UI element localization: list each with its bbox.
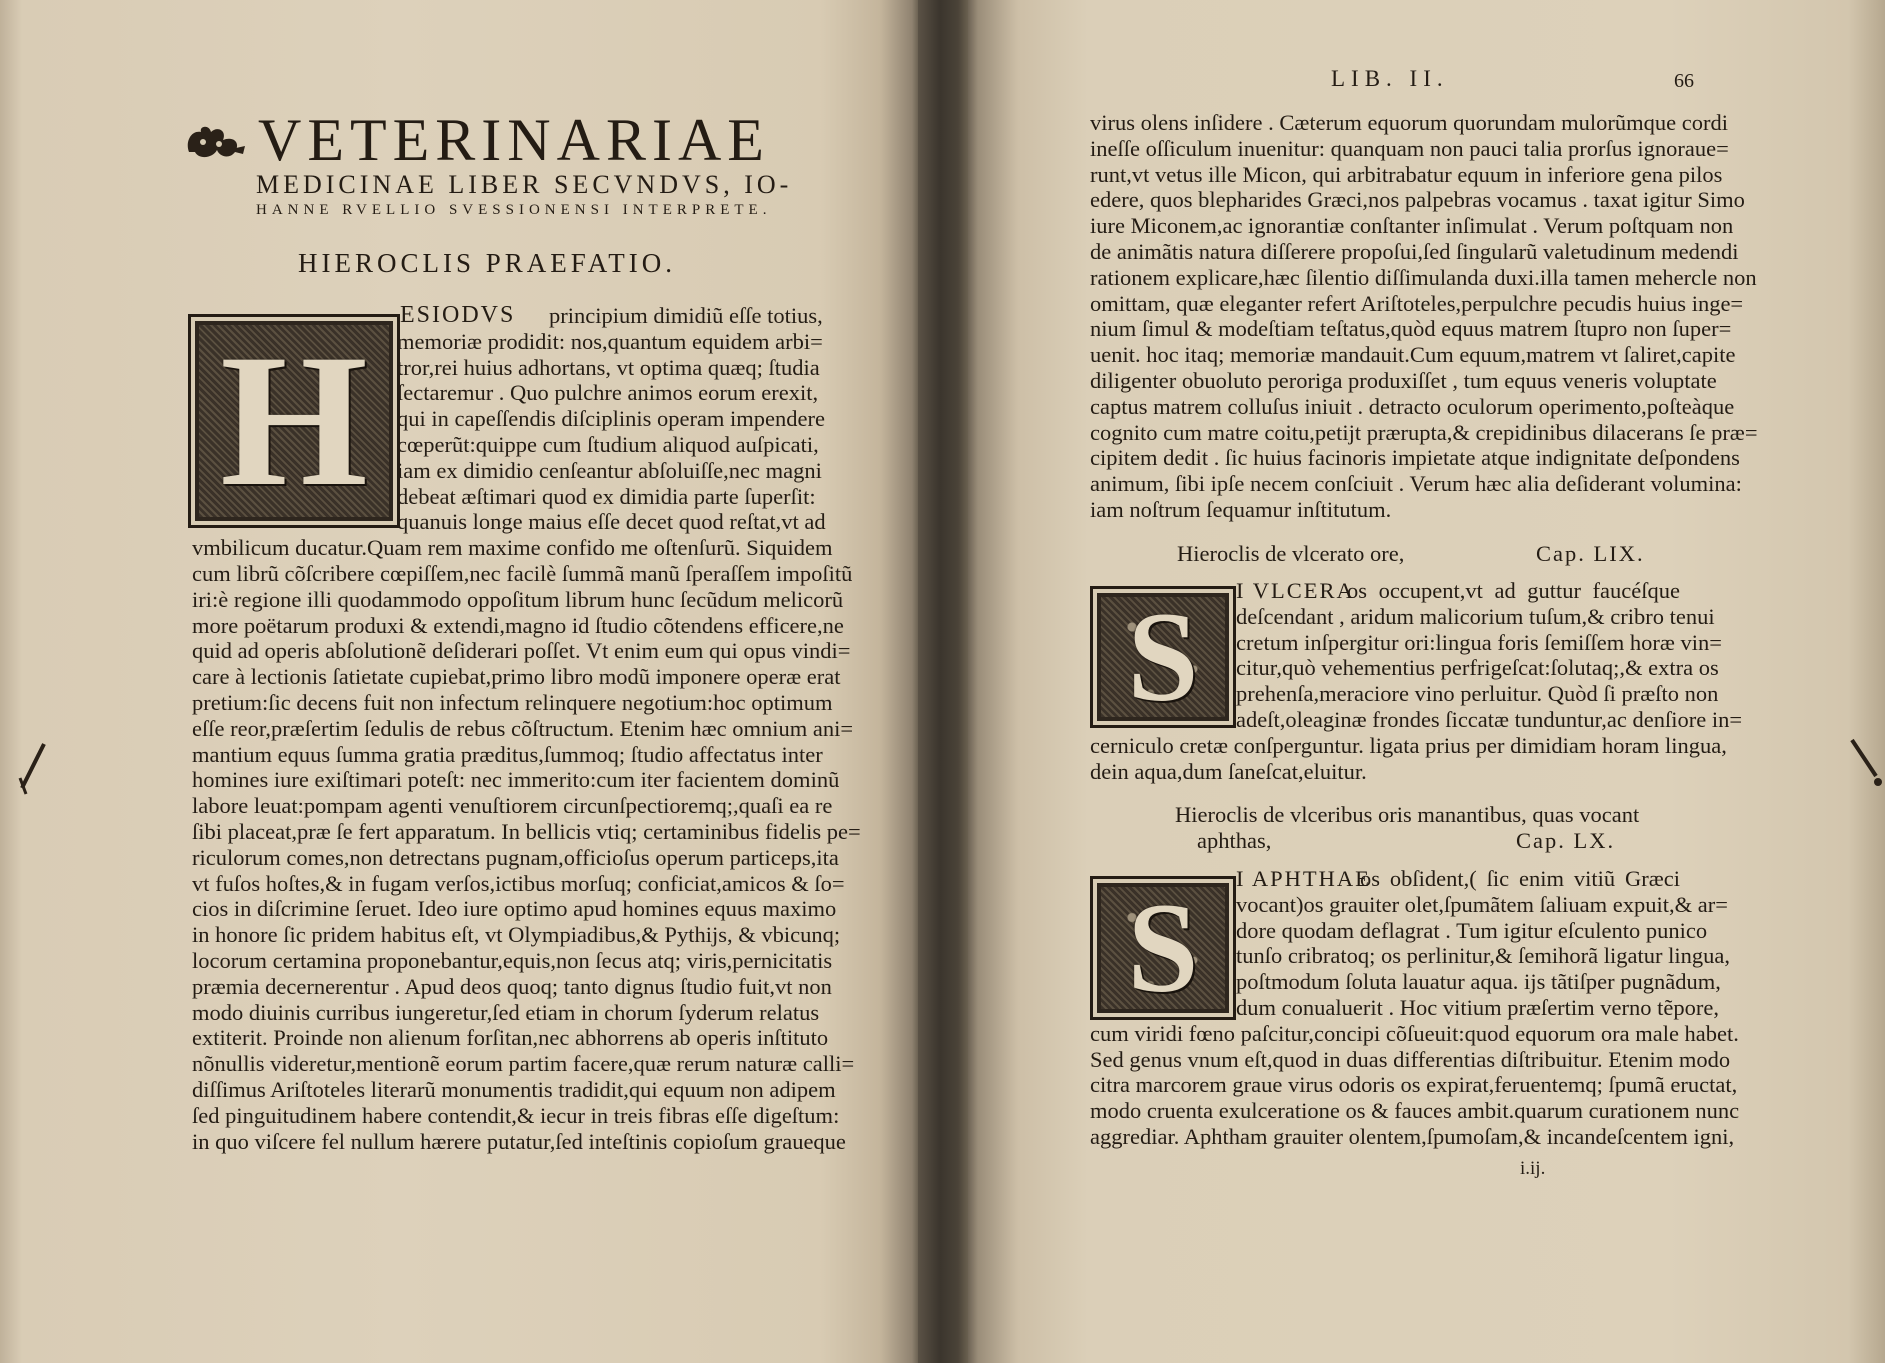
text-line: poſtmodum ſoluta lauatur aqua. ijs tãtiſper pugnãdum, xyxy=(1236,969,1721,995)
text-line: mantium equus ſumma gratia præditus,ſummoq; ſtudio affectatus inter xyxy=(192,741,823,767)
text-line: uenit. hoc itaq; memoriæ mandauit.Cum equum,matrem vt ſaliret,capite xyxy=(1090,342,1736,368)
margin-mark-right xyxy=(1848,736,1884,796)
text-line: de animãtis natura diſſerere propoſui,ſed ſingularũ valetudinum medendi xyxy=(1090,238,1739,264)
praefatio-heading: HIEROCLIS PRAEFATIO. xyxy=(298,248,677,278)
first-line-lead: ESIODVS xyxy=(400,302,516,328)
chapter-59-lead: I VLCERA xyxy=(1236,578,1355,603)
text-line: cognito cum matre coitu,petijt prærupta,& crepidinibus dilacerans ſe præ= xyxy=(1090,419,1758,445)
text-line: eſſe reor,præſertim ſedulis de rebus cõſtructum. Etenim hæc omnium ani= xyxy=(192,715,854,741)
text-line: iure Miconem,ac ignorantiæ conſtanter inſimulat . Verum poſtquam non xyxy=(1090,213,1734,239)
text-line: cipitem dedit . ſic huius facinoris impietate atque indignitate deſpondens xyxy=(1090,445,1740,471)
chapter-59-number: Cap. LIX. xyxy=(1536,541,1645,566)
text-line: cios in diſcrimine ſeruet. Ideo iure optimo apud homines equus maximo xyxy=(192,896,837,922)
text-line: iam noſtrum ſequamur inſtitutum. xyxy=(1090,496,1392,522)
text-line: runt,vt vetus ille Micon, qui arbitrabatur equum in inferiore gena pilos xyxy=(1090,161,1723,187)
text-line: vmbilicum ducatur.Quam rem maxime confido me oſtenſurũ. Siquidem xyxy=(192,535,833,561)
left-page xyxy=(0,0,918,1363)
chapter-60-title-cont: aphthas, xyxy=(1197,828,1272,853)
initial-letter: S xyxy=(1127,876,1199,1019)
text-line: labore leuat:pompam agenti venuſtiorem circunſpectioremq;,quaſi ea re xyxy=(192,793,833,819)
text-line: debeat æſtimari quod ex dimidia parte ſuperſit: xyxy=(397,483,816,509)
text-line: prehenſa,meraciore vino perluitur. Quòd ſi præſto non xyxy=(1236,681,1719,707)
text-line: care à lectionis ſatietate cupiebat,primo libro modũ imponere operæ erat xyxy=(192,664,841,690)
text-line: citur,quò vehementius perfrigeſcat:ſolutaq;,& extra os xyxy=(1236,655,1719,681)
text-line: dore quodam deflagrat . Tum igitur eſculento punico xyxy=(1236,917,1708,943)
text-line: os occupent,vt ad guttur faucéſque xyxy=(1347,578,1680,603)
text-line: nium ſimul & modeſtiam teſtatus,quòd equus matrem ſtupro non ſuper= xyxy=(1090,316,1732,342)
text-line: cœperũt:quippe cum ſtudium aliquod auſpicati, xyxy=(397,431,819,457)
text-line: edere, quos blepharides Græci,nos palpebras vocamus . taxat igitur Simo xyxy=(1090,187,1745,213)
text-line: vt fuſos hoſtes,& in fugam verſos,ictibus morſuq; conficiat,amicos & ſo= xyxy=(192,870,845,896)
book-gutter xyxy=(918,0,968,1363)
text-line: memoriæ prodidit: nos,quantum equidem arbi= xyxy=(397,328,823,354)
text-line: cum viridi fœno paſcitur,concipi cõſueuit:quod equorum ora male habet. xyxy=(1090,1020,1739,1046)
text-line: tunſo cribratoq; os perlinitur,& ſemihorã ligatur lingua, xyxy=(1236,943,1730,969)
text-line: ineſſe oſſiculum inuenitur: quanquam non pauci talia prorſus ignoraue= xyxy=(1090,135,1729,161)
text-line: modo cruenta exulceratione os & fauces ambit.quarum curationem nunc xyxy=(1090,1098,1740,1124)
text-line: citra marcorem graue virus odoris os expirat,feruentemq; ſpumã eructat, xyxy=(1090,1072,1738,1098)
text-line: locorum certamina proponebantur,equis,non ſecus atq; viris,pernicitatis xyxy=(192,947,833,973)
right-body-text xyxy=(1090,110,1758,523)
text-line: nõnullis videretur,mentionẽ eorum partim facere,quæ rerum naturæ calli= xyxy=(192,1051,855,1077)
text-line: iam ex dimidio cenſeantur abſoluiſſe,nec magni xyxy=(397,457,822,483)
text-line: in honore ſic pridem habitus eſt, vt Olympiadibus,& Pythijs, & vbicunq; xyxy=(192,922,841,948)
text-line: more poëtarum produxi & extendi,magno id ſtudio cõtendens efficere,ne xyxy=(192,612,844,638)
text-line: homines iure exiſtimari poteſt: nec immerito:cum iter facientem dominũ xyxy=(192,767,840,793)
text-line: vocant)os grauiter olet,ſpumãtem ſaliuam expuit,& ar= xyxy=(1236,891,1728,917)
text-line: pretium:ſic decens fuit non infectum relinquere negotium:hoc optimum xyxy=(192,689,833,715)
text-line: os obſident,( ſic enim vitiũ Græci xyxy=(1360,866,1680,891)
text-line: quanuis longe maius eſſe decet quod reſtat,vt ad xyxy=(397,509,826,535)
chapter-60-lead: I APHTHAE xyxy=(1236,866,1371,891)
text-line: iri:è regione illi quodammodo oppoſitum librum hunc ſecũdum melicorũ xyxy=(192,586,844,612)
text-line: modo diuinis curribus iungeretur,ſed etiam in chorum ſyderum relatus xyxy=(192,999,820,1025)
margin-mark-left xyxy=(14,738,54,798)
book-title: VETERINARIAE xyxy=(258,107,770,173)
text-line: cretum inſpergitur ori:lingua foris ſemiſſem horæ vin= xyxy=(1236,629,1722,655)
text-line: diligenter obuoluto peroriga produxiſſet , tum equus veneris voluptate xyxy=(1090,367,1717,393)
text-line: captus matrem colluſus iniuit . detracto oculorum operimento,poſteàque xyxy=(1090,393,1735,419)
left-body-text xyxy=(192,303,861,1154)
text-line: ſectaremur . Quo pulchre animos eorum erexit, xyxy=(397,380,819,406)
text-line: cerniculo cretæ conſperguntur. ligata prius per dimidiam horam lingua, xyxy=(1090,732,1727,758)
signature-mark: i.ij. xyxy=(1520,1158,1546,1179)
text-line: præmia decernerentur . Apud deos quoq; tanto dignus ſtudio fuit,vt non xyxy=(192,973,832,999)
text-line: deſcendant , aridum malicorium tuſum,& cribro tenui xyxy=(1236,603,1715,629)
initial-letter: S xyxy=(1127,586,1199,728)
text-line: dein aqua,dum ſaneſcat,eluitur. xyxy=(1090,758,1367,784)
text-line: aggrediar. Aphtham grauiter olentem,ſpumoſam,& incandeſcentem igni, xyxy=(1090,1123,1735,1149)
text-line: omittam, quæ eleganter refert Ariſtoteles,perpulchre pecudis huius inge= xyxy=(1090,290,1744,316)
text-line: animum, ſibi ipſe necem conſciuit . Verum hæc alia deſiderant volumina: xyxy=(1090,471,1742,497)
text-line: extiterit. Proinde non alienum forſitan,nec abhorrens ab operis inſtituto xyxy=(192,1025,829,1051)
text-line: principium dimidiũ eſſe totius, xyxy=(549,303,823,328)
text-line: adeſt,oleaginæ frondes ſiccatæ tunduntur,ac denſiore in= xyxy=(1236,706,1743,732)
chapter-59-title: Hieroclis de vlcerato ore, xyxy=(1177,541,1405,566)
text-line: cum librũ cõſcribere cœpiſſem,nec facilè ſummã manũ ſperaſſem impoſitũ xyxy=(192,560,853,586)
text-line: dum conualuerit . Hoc vitium præſertim verno tẽpore, xyxy=(1236,994,1720,1020)
page-number: 66 xyxy=(1674,70,1694,92)
text-line: qui in capeſſendis diſciplinis operam impendere xyxy=(397,406,826,432)
running-header: LIB. II. xyxy=(1331,66,1449,91)
book-author-line: HANNE RVELLIO SVESSIONENSI INTERPRETE. xyxy=(256,202,772,218)
chapter-60-text xyxy=(1090,866,1740,1150)
text-line: rationem explicare,hæc ſilentio diſſimulanda duxi.illa tamen mehercle non xyxy=(1090,264,1757,290)
text-line: ſibi placeat,præ ſe fert apparatum. In bellicis vtiq; certaminibus fidelis pe= xyxy=(192,818,861,844)
chapter-60-title: Hieroclis de vlceribus oris manantibus, quas vocant xyxy=(1175,802,1640,827)
text-line: quid ad operis abſolutionẽ deſiderari poſſet. Vt enim eum qui opus vindi= xyxy=(192,638,851,664)
initial-letter: H xyxy=(220,316,368,526)
text-line: ſed pinguitudinem habere contendit,& iecur in treis fibras eſſe digeſtum: xyxy=(192,1102,840,1128)
text-line: riculorum comes,non detrectans pugnam,officioſus operum particeps,ita xyxy=(192,844,839,870)
text-line: tror,rei huius adhortans, vt optima quæq; ſtudia xyxy=(397,354,820,380)
text-line: Sed genus vnum eſt,quod in duas differentias diſtribuitur. Etenim modo xyxy=(1090,1046,1731,1072)
text-line: diſſimus Ariſtoteles literarũ monumentis tradidit,qui equum non adipem xyxy=(192,1076,836,1102)
text-line: virus olens inſidere . Cæterum equorum quorundam mulorũmque cordi xyxy=(1090,110,1729,135)
text-line: in quo viſcere fel nullum hærere putatur,ſed inteſtinis copioſum graueque xyxy=(192,1128,846,1154)
right-page xyxy=(968,0,1885,1363)
chapter-59-text xyxy=(1090,578,1743,784)
book-subtitle: MEDICINAE LIBER SECVNDVS, IO- xyxy=(256,170,793,199)
chapter-60-number: Cap. LX. xyxy=(1516,828,1616,853)
fleuron-ornament xyxy=(183,122,249,162)
